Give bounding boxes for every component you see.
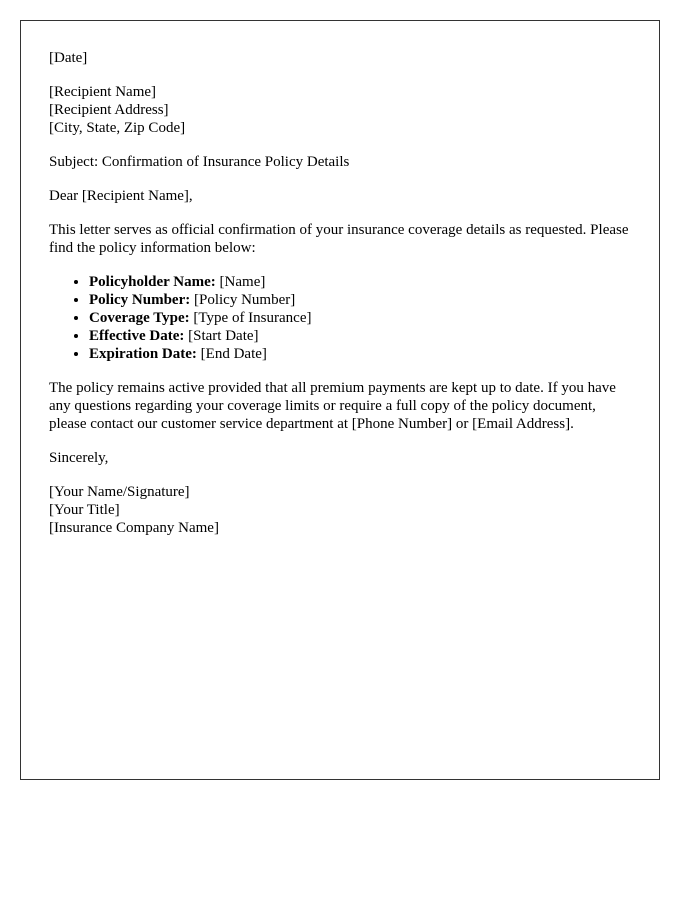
detail-item-coverage-type [89, 309, 631, 327]
detail-label: Policyholder Name: [89, 274, 216, 290]
detail-label: Effective Date: [89, 328, 185, 344]
detail-value: [Type of Insurance] [189, 310, 312, 326]
signature-title: [Your Title] [49, 502, 120, 518]
letter-date: [Date] [49, 50, 88, 66]
detail-value: [Start Date] [184, 328, 259, 344]
recipient-block [49, 83, 631, 137]
detail-item-policy-number [89, 291, 631, 309]
recipient-city-state-zip: [City, State, Zip Code] [49, 120, 186, 136]
detail-item-expiration-date [89, 345, 631, 363]
detail-label: Expiration Date: [89, 346, 197, 362]
letter-closing: Sincerely, [49, 450, 109, 466]
letter-subject: Subject: Confirmation of Insurance Policy Details [49, 154, 350, 170]
letter-intro: This letter serves as official confirmation of your insurance coverage details as requested. Please find the policy information below: [49, 222, 629, 256]
detail-value: [Policy Number] [190, 292, 296, 308]
letter-salutation: Dear [Recipient Name], [49, 188, 193, 204]
detail-value: [End Date] [196, 346, 267, 362]
recipient-address: [Recipient Address] [49, 102, 169, 118]
detail-label: Policy Number: [89, 292, 191, 308]
signature-company: [Insurance Company Name] [49, 520, 219, 536]
signature-name: [Your Name/Signature] [49, 484, 190, 500]
detail-value: [Name] [215, 274, 266, 290]
letter-page [20, 20, 660, 780]
signature-block [49, 483, 631, 537]
detail-label: Coverage Type: [89, 310, 190, 326]
letter-body: The policy remains active provided that all premium payments are kept up to date. If you have any questions regarding your coverage limits or require a full copy of the policy document, please contact our customer service department at [Phone Number] or [Email Address]. [49, 380, 616, 432]
detail-item-policyholder-name [89, 273, 631, 291]
policy-details-list [49, 273, 631, 363]
detail-item-effective-date [89, 327, 631, 345]
recipient-name: [Recipient Name] [49, 84, 157, 100]
